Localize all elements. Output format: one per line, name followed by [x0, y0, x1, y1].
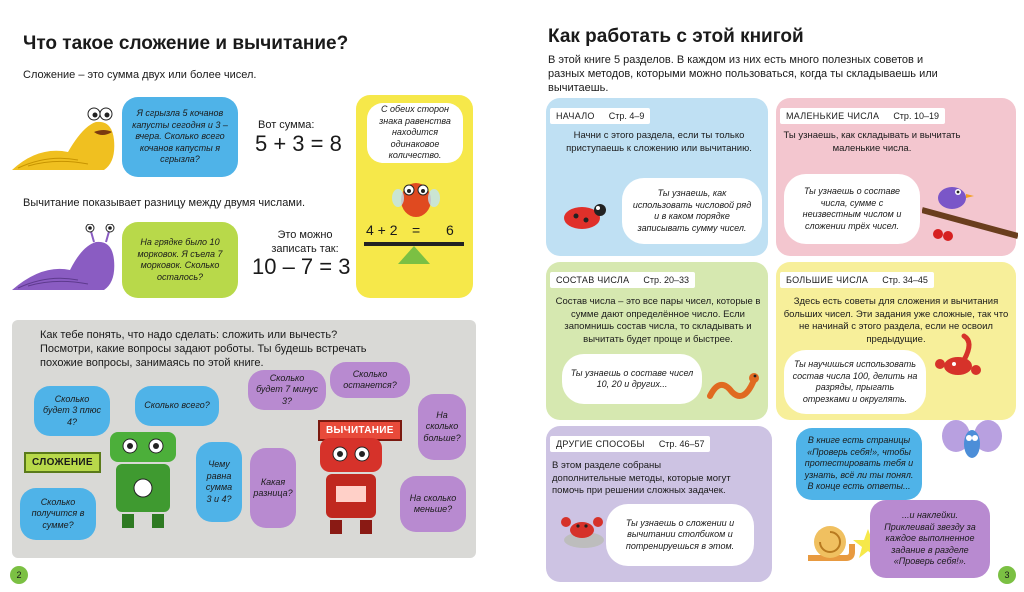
sum-equation: 5 + 3 = 8 [255, 131, 342, 156]
question-bubble-1: Сколько будет 3 плюс 4? [34, 386, 110, 436]
bug-on-scale-illustration [392, 170, 440, 224]
right-page-title: Как работать с этой книгой [548, 26, 804, 47]
section-start-pages: Стр. 4–9 [608, 111, 645, 121]
section-composition-bubble: Ты узнаешь о составе чисел 10, 20 и других... [562, 354, 702, 404]
left-page-title: Что такое сложение и вычитание? [23, 33, 349, 54]
question-bubble-7: На сколько больше? [418, 394, 466, 460]
subtraction-robot-illustration [306, 436, 396, 536]
purple-slug-illustration [8, 224, 128, 296]
butterfly-illustration [940, 414, 1004, 468]
crab-illustration [556, 510, 610, 550]
section-small-name: МАЛЕНЬКИЕ ЧИСЛА [786, 111, 880, 121]
sum-label: Вот сумма: [258, 119, 315, 131]
section-start-name: НАЧАЛО [556, 111, 595, 121]
ladybug-illustration [560, 196, 608, 230]
section-small-header [780, 108, 945, 124]
question-bubble-4: Сколько получится в сумме? [20, 488, 96, 540]
scale-right-value: 6 [446, 222, 454, 238]
section-other-header [550, 436, 710, 452]
bird-on-branch-illustration [922, 176, 1018, 248]
check-yourself-bubble: В книге есть страницы «Проверь себя!», чтобы протестировать тебя и узнать, всё ли ты понял. В конце есть ответы... [796, 428, 922, 500]
scale-equals-sign: = [412, 222, 421, 238]
section-start-text: Начни с этого раздела, если ты только приступаешь к сложению или вычитанию. [566, 130, 752, 154]
section-large-header [780, 272, 934, 288]
addition-definition: Сложение – это сумма двух или более чисел. [23, 69, 257, 81]
section-composition-name: СОСТАВ ЧИСЛА [556, 275, 630, 285]
section-composition-text: Состав числа – это все пары чисел, которые в сумме дают определённое число. Если запомнишь состав числа, то складывать и вычитать будет проще и быстрее. [555, 296, 761, 345]
question-bubble-5: Сколько будет 7 минус 3? [248, 370, 326, 410]
section-other-text: В этом разделе собраны дополнительные методы, которые могут помочь при решении сложных задачек. [552, 460, 731, 496]
scale-left-value: 4 + 2 [366, 222, 398, 238]
stickers-bubble: ...и наклейки. Приклеивай звезду за каждое выполненное задание в разделе «Проверь себя!». [870, 500, 990, 578]
section-start-bubble: Ты узнаешь, как использовать числовой ряд и в каком порядке записывать сумму чисел. [622, 178, 762, 244]
subtraction-definition: Вычитание показывает разницу между двумя числами. [23, 197, 306, 209]
slug2-question-bubble: На грядке было 10 морковок. Я съела 7 морковок. Сколько осталось? [122, 222, 238, 298]
section-small-bubble: Ты узнаешь о составе числа, сумме с неизвестным числом и сложении трёх чисел. [784, 174, 920, 244]
section-large-pages: Стр. 34–45 [882, 275, 928, 285]
left-page-number: 2 [10, 566, 28, 584]
right-intro-text: В этой книге 5 разделов. В каждом из них есть много полезных советов и разных методов, которыми можно пользоваться, когда ты складываешь или вычитаешь. [548, 54, 938, 94]
question-bubble-6: Сколько останется? [330, 362, 410, 398]
subtraction-robot-label: ВЫЧИТАНИЕ [318, 420, 402, 441]
section-composition-pages: Стр. 20–33 [643, 275, 690, 285]
section-small-pages: Стр. 10–19 [893, 111, 939, 121]
question-bubble-3: Чему равна сумма 3 и 4? [196, 442, 242, 522]
worm-illustration [706, 364, 762, 404]
section-small-text: Ты узнаешь, как складывать и вычитать маленькие числа. [783, 130, 961, 154]
section-composition-header [550, 272, 695, 288]
addition-robot-illustration [100, 430, 186, 530]
question-bubble-2: Сколько всего? [135, 386, 219, 426]
question-bubble-8: Какая разница? [250, 448, 296, 528]
write-label: Это можно записать так: [271, 229, 339, 255]
right-page-number: 3 [998, 566, 1016, 584]
section-large-name: БОЛЬШИЕ ЧИСЛА [786, 275, 869, 285]
subtraction-equation: 10 – 7 = 3 [252, 254, 351, 279]
section-other-bubble: Ты узнаешь о сложении и вычитании столбиком и потренируешься в этом. [606, 504, 754, 566]
question-bubble-9: На сколько меньше? [400, 476, 466, 532]
yellow-slug-illustration [8, 106, 128, 176]
section-large-bubble: Ты научишься использовать состав числа 100, делить на разряды, прыгать отрезками и округлять. [784, 350, 926, 414]
scorpion-illustration [930, 332, 986, 388]
section-start-header [550, 108, 650, 124]
snail-illustration [806, 514, 856, 564]
addition-robot-label: СЛОЖЕНИЕ [24, 452, 101, 473]
equals-bubble: С обеих сторон знака равенства находится одинаковое количество. [367, 103, 463, 163]
robots-intro-text: Как тебе понять, что надо сделать: сложить или вычесть? Посмотри, какие вопросы задают роботы. Ты будешь встречать похожие вопросы, занимаясь по этой книге. [40, 329, 367, 369]
section-large-text: Здесь есть советы для сложения и вычитания больших чисел. Эти задания уже сложные, так что не начинай с этого раздела, если не освоил предыдущие. [783, 296, 1009, 345]
section-other-name: ДРУГИЕ СПОСОБЫ [556, 439, 645, 449]
section-other-pages: Стр. 46–57 [658, 439, 705, 449]
slug-question-bubble: Я сгрызла 5 кочанов капусты сегодня и 3 – вчера. Сколько всего кочанов капусты я сгрызла? [122, 97, 238, 177]
scale-stand-icon [398, 246, 430, 266]
